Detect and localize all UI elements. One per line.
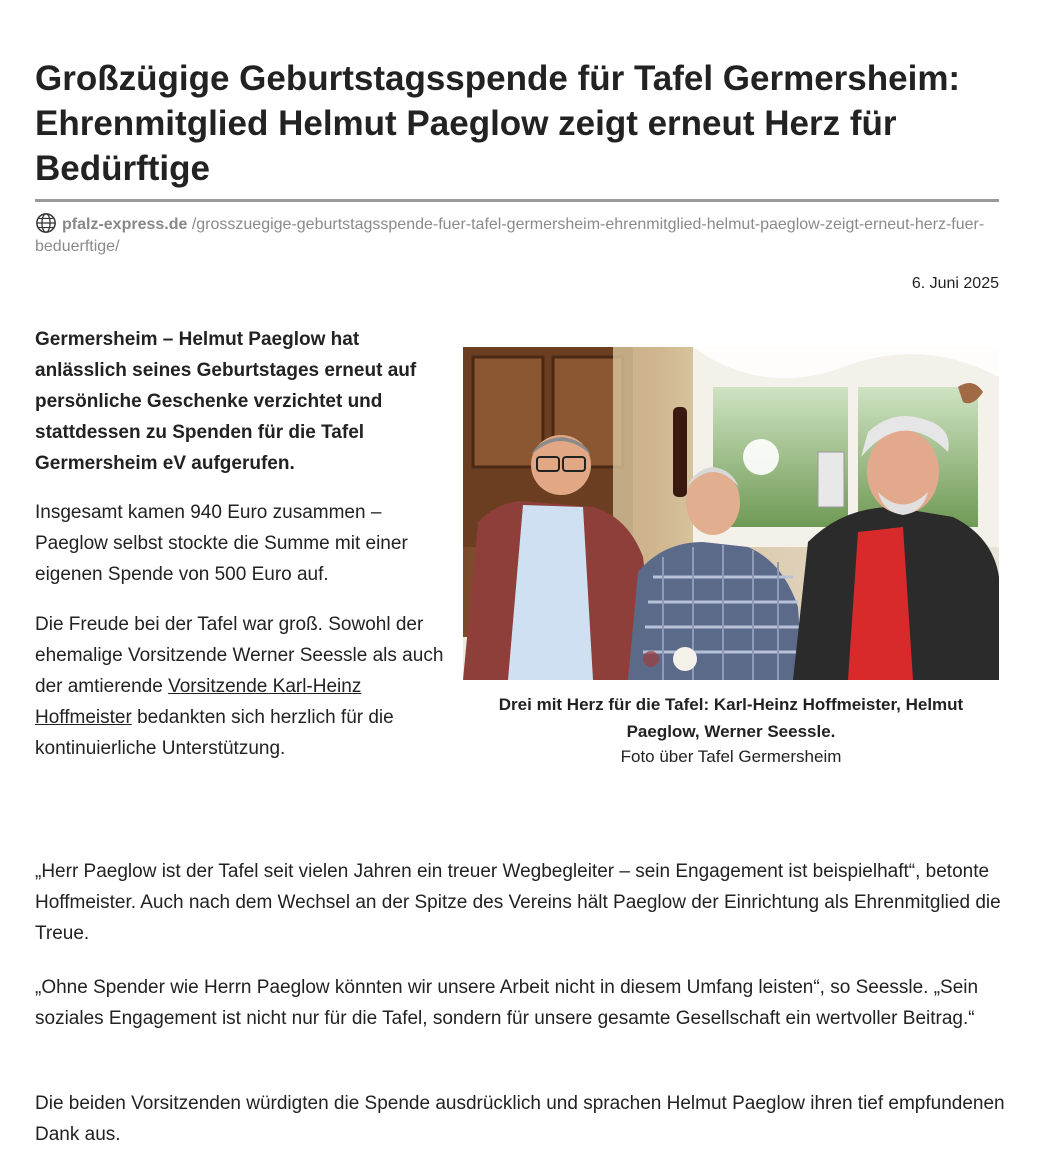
source-line xyxy=(35,212,999,258)
paragraph-2-text-a: Die Freude bei der Tafel war groß. Sowohl der ehemalige Vorsitzende Werner Seessle als auch der amtierende xyxy=(35,614,444,697)
source-path[interactable]: /grosszuegige-geburtstagsspende-fuer-tafel-germersheim-ehrenmitglied-helmut-paeglow-zeigt-erneut-herz-fuer-beduerftige/ xyxy=(35,216,985,255)
article-figure xyxy=(463,347,999,769)
paragraph-2-text-b: bedankten sich herzlich für die kontinuierliche Unterstützung. xyxy=(35,707,394,759)
paragraph-4: „Ohne Spender wie Herrn Paeglow könnten wir unsere Arbeit nicht in diesem Umfang leisten“, so Seessle. „Sein soziales Engagement ist nicht nur für die Tafel, sondern für unsere gesamte Gesellschaft ein wertvoller Beitrag.“ xyxy=(35,977,979,1029)
paragraph-3: „Herr Paeglow ist der Tafel seit vielen Jahren ein treuer Wegbegleiter – sein Engagement ist beispielhaft“, betonte Hoffmeister. Auch nach dem Wechsel an der Spitze des Vereins hält Paeglow der Einrichtung als Ehrenmitglied die Treue. xyxy=(35,861,1001,944)
paragraph-1: Insgesamt kamen 940 Euro zusammen – Paeglow selbst stockte die Summe mit einer eigenen Spende von 500 Euro auf. xyxy=(35,502,408,585)
paragraph-2 xyxy=(35,609,445,764)
figure-caption xyxy=(463,691,999,769)
group-photo xyxy=(463,347,999,680)
caption-text: Drei mit Herz für die Tafel: Karl-Heinz Hoffmeister, Helmut Paeglow, Werner Seessle. xyxy=(498,695,964,741)
article-headline: Großzügige Geburtstagsspende für Tafel Germersheim: Ehrenmitglied Helmut Paeglow zeigt erneut Herz für Bedürftige xyxy=(35,59,961,188)
chairman-link[interactable]: Vorsitzende Karl-Heinz Hoffmeister xyxy=(35,676,362,728)
globe-icon xyxy=(35,212,57,234)
photo-credit: Foto über Tafel Germersheim xyxy=(620,747,842,766)
article-date: 6. Juni 2025 xyxy=(911,275,999,292)
paragraph-5: Die beiden Vorsitzenden würdigten die Spende ausdrücklich und sprachen Helmut Paeglow ihren tief empfundenen Dank aus. xyxy=(35,1093,1005,1145)
article-lead: Germersheim – Helmut Paeglow hat anlässlich seines Geburtstages erneut auf persönliche Geschenke verzichtet und stattdessen zu Spenden für die Tafel Germersheim eV aufgerufen. xyxy=(35,329,417,474)
headline-divider xyxy=(35,199,999,202)
article-intro-column xyxy=(35,324,445,783)
source-domain[interactable]: pfalz-express.de xyxy=(62,216,188,233)
